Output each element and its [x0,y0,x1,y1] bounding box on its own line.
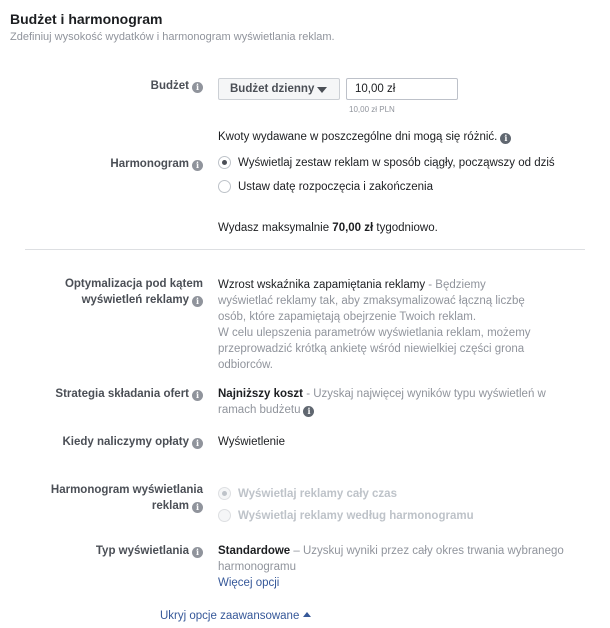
bid-strategy-value[interactable] [218,386,586,418]
delivery-type-description: – Uzyskuj wyniki przez cały okres trwania wybranego harmonogramu [218,545,564,573]
caret-up-icon [303,612,311,617]
max-spend-prefix: Wydasz maksymalnie [218,222,333,234]
info-icon[interactable]: i [500,133,511,144]
info-icon[interactable]: i [192,82,203,93]
optimization-description: - Będziemy wyświetlać reklamy tak, aby zmaksymalizować łączną liczbę osób, które zapamiętają obejrzenie Twoich reklam. [218,279,525,323]
delivery-type-label: Typ wyświetlania [95,545,189,557]
section-divider [25,249,585,250]
optimization-value[interactable] [218,277,538,325]
schedule-label-row [0,156,203,172]
bid-strategy-label-row [0,386,203,402]
ad-schedule-label-line2: reklam [151,500,189,512]
radio-button[interactable] [218,156,231,169]
info-icon[interactable]: i [192,390,203,401]
budget-type-dropdown[interactable] [218,78,340,100]
optimization-label-line2: wyświetleń reklamy [81,294,189,306]
max-spend-text [218,220,588,236]
more-options-link[interactable]: Więcej opcji [218,577,280,589]
section-header [10,10,335,44]
delivery-type-value-text: Standardowe [218,545,291,557]
optimization-label-line1: Optymalizacja pod kątem [64,278,203,290]
budget-label: Budżet [150,80,189,92]
charge-label-row [0,434,203,450]
budget-type-value: Budżet dzienny [230,83,315,95]
hide-advanced-label: Ukryj opcje zaawansowane [160,610,300,622]
schedule-option-label: Wyświetlaj zestaw reklam w sposób ciągły, począwszy od dziś [238,157,555,169]
bid-strategy-description: - Uzyskaj najwięcej wyników typu wyświetleń w ramach budżetu [218,388,546,416]
info-icon[interactable]: i [192,296,203,307]
info-icon[interactable]: i [192,502,203,513]
radio-button[interactable] [218,509,231,522]
ad-schedule-option-label: Wyświetlaj reklamy według harmonogramu [238,510,474,522]
bid-strategy-value-text: Najniższy koszt [218,388,303,400]
optimization-extra: W celu ulepszenia parametrów wyświetlania reklam, możemy przeprowadzić krótką ankietę wśród niewielkiej części grona odbiorców. [218,327,531,371]
optimization-value-text: Wzrost wskaźnika zapamiętania reklamy [218,279,426,291]
radio-button[interactable] [218,487,231,500]
charge-label: Kiedy naliczymy opłaty [62,436,189,448]
info-icon[interactable]: i [192,160,203,171]
max-spend-suffix: tygodniowo. [373,222,438,234]
ad-schedule-label-line1: Harmonogram wyświetlania [50,484,203,496]
section-subtitle: Zdefiniuj wysokość wydatków i harmonogram wyświetlania reklam. [10,31,335,43]
ad-schedule-option-label: Wyświetlaj reklamy cały czas [238,488,397,500]
budget-amount-input[interactable] [346,78,458,100]
info-icon[interactable]: i [192,547,203,558]
budget-label-row [0,78,203,94]
delivery-type-label-row [0,543,203,559]
chevron-down-icon [317,87,327,93]
delivery-type-value[interactable] [218,543,568,575]
budget-note-text: Kwoty wydawane w poszczególne dni mogą się różnić. [218,131,498,143]
bid-strategy-label: Strategia składania ofert [55,388,189,400]
optimization-label-row [0,277,203,308]
schedule-label: Harmonogram [110,158,189,170]
charge-value[interactable]: Wyświetlenie [218,436,286,448]
hide-advanced-options-link[interactable] [160,610,311,622]
ad-schedule-label-row [0,483,203,514]
budget-note [218,129,588,145]
schedule-option-label: Ustaw datę rozpoczęcia i zakończenia [238,181,433,193]
info-icon[interactable]: i [303,406,314,417]
radio-button[interactable] [218,180,231,193]
budget-amount-hint: 10,00 zł PLN [349,105,395,114]
section-title: Budżet i harmonogram [10,11,163,27]
info-icon[interactable]: i [192,438,203,449]
max-spend-amount: 70,00 zł [332,222,374,234]
